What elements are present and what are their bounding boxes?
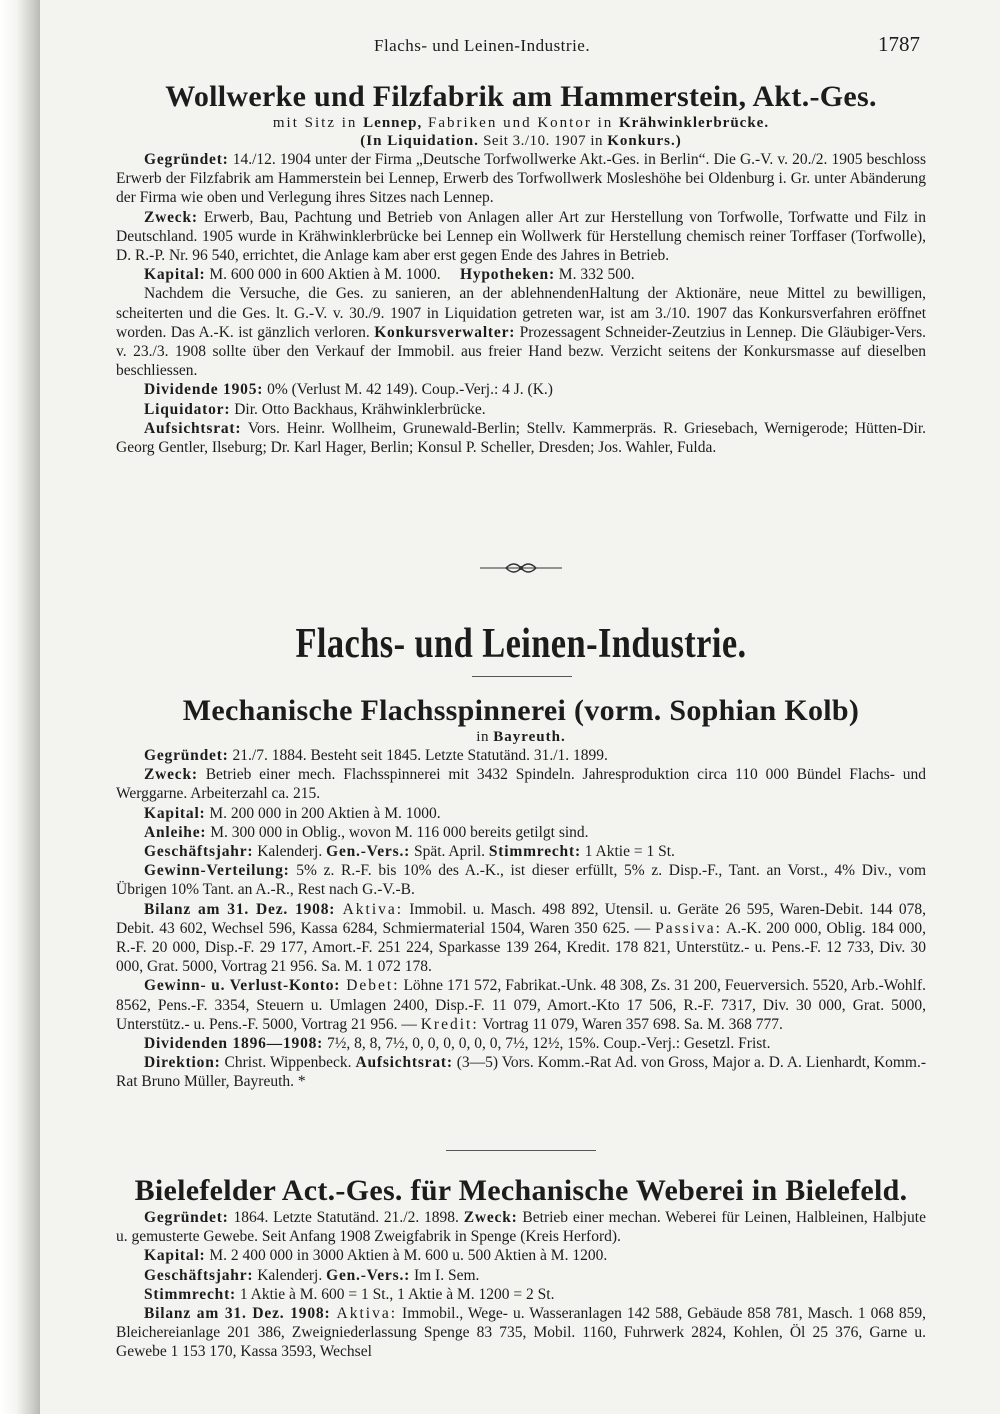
label: Geschäftsjahr: [144,1266,254,1284]
paragraph-gegruendet [116,150,926,208]
text: Christ. Wippenbeck. [220,1054,356,1072]
city-name: Lennep, [363,115,423,131]
label: Aufsichtsrat: [144,419,242,437]
entry-status [116,132,926,150]
label: Gegründet: [144,151,229,168]
text: A.-K. 200 000, Oblig. 184 000, R.-F. 20 000, Disp.-F. 29 177, Amort.-F. 251 224, Sparkasse 139 264, Kredit. 178 821, Unterstütz.- u. Pens.-F. 12 733, Div. 30 000, Grat. 5000, Vortrag 21 956. Sa. M. 1 072 178. [116,919,927,976]
text: Kalenderj. [253,843,327,861]
paragraph-stimmrecht [116,1285,926,1304]
text: (3—5) Vors. Komm.-Rat Ad. von Gross, Major a. D. A. Lienhardt, Komm.-Rat Bruno Müller, Bayreuth. * [116,1054,926,1091]
paragraph-bilanz [116,900,926,977]
label: Stimmrecht: [144,1285,237,1303]
ornament-divider [476,558,566,578]
entry-title: Wollwerke und Filzfabrik am Hammerstein, Akt.-Ges. [165,80,877,113]
entry-wollwerke [116,80,926,457]
label: Hypotheken: [459,266,555,284]
paragraph-geschaeftsjahr [116,842,926,861]
label: Kapital: [144,1247,206,1265]
paragraph-zweck [116,208,926,266]
section-rule [472,676,572,677]
text: 14./12. 1904 unter der Firma „Deutsche Torfwollwerke Akt.-Ges. in Berlin“. Die G.-V. v. 20./2. 1905 beschloss Erwerb der Filzfabrik am Hammerstein bei Lennep, Erwerb des Torfwollwerk Mosleshöhe bei Oldenburg i. Gr. unter Abänderung der Firma wie oben und Verlegung ihres Sitzes nach Lennep. [116,151,926,207]
text: Betrieb einer mech. Flachsspinnerei mit 3432 Spindeln. Jahresproduktion circa 110 000 Bündel Flachs- und Werggarne. Arbeiterzahl ca. 215. [116,766,926,803]
subtitle-text: Fabriken und Kontor in [422,115,619,131]
text: 5% z. R.-F. bis 10% des A.-K., ist dieser erfüllt, 5% z. Disp.-F., Tant. an Vorst., 4% Div., vom Übrigen 10% Tant. an A.-R., Rest nach G.-V.-B. [116,862,926,899]
label: Dividenden 1896—1908: [144,1035,324,1053]
paragraph-geschaeftsjahr [116,1266,926,1285]
text: Immobil. u. Masch. 498 892, Utensil. u. Geräte 26 595, Waren-Debit. 144 078, Debit. 43 602, Wechsel 596, Kassa 6284, Schmiermaterial 1504, Waren 350 625. — [116,900,926,937]
status-text: Seit 3./10. 1907 in [478,133,608,149]
entry-subtitle [116,114,926,132]
label-passiva: Passiva: [655,919,722,937]
entry-flachsspinnerei [116,694,926,1092]
entry-bielefelder [116,1174,926,1362]
text: M. 200 000 in 200 Aktien à M. 1000. [205,804,441,822]
label: Bilanz am 31. Dez. 1908: [144,900,336,918]
label: Liquidator: [144,400,231,418]
status-konkurs: Konkurs.) [607,133,682,149]
label: Direktion: [144,1054,221,1072]
section-heading: Flachs- und Leinen-Industrie. [295,621,747,667]
entry-title: Mechanische Flachsspinnerei (vorm. Sophian Kolb) [182,694,860,727]
text: Im I. Sem. [410,1266,480,1284]
place-name: Krähwinklerbrücke. [619,115,770,131]
label: Konkursverwalter: [374,323,516,341]
paragraph-kapital [116,804,926,823]
text: Immobil., Wege- u. Wasseranlagen 142 588, Gebäude 858 781, Masch. 1 068 859, Bleichereianlage 201 386, Zweigniederlassung Spenge 83 735, Mobil. 1160, Fuhrwerk 2824, Kohlen, Öl 25 376, Garne u. Gewebe 1 153 170, Kassa 3593, Wechsel [116,1305,926,1361]
city-name: Bayreuth. [493,729,566,745]
paragraph-zweck [116,765,926,803]
label: Gewinn- u. Verlust-Konto: [144,977,341,995]
label: Zweck: [463,1209,518,1226]
label-aktiva: Aktiva: [330,1305,398,1323]
paragraph-liquidator [116,400,926,419]
paragraph-kapital [116,265,926,284]
paragraph-konkurs [116,284,926,380]
label: Stimmrecht: [488,843,581,861]
paragraph-anleihe [116,823,926,842]
label-debet: Debet: [340,977,400,995]
paragraph-gewinn-verlust [116,976,926,1034]
text: 1864. Letzte Statutänd. 21./2. 1898. [228,1209,464,1226]
text: M. 332 500. [554,266,635,284]
entry-rule [446,1150,596,1151]
text: 21./7. 1884. Besteht seit 1845. Letzte Statutänd. 31./1. 1899. [228,747,608,764]
subtitle-text: in [476,729,494,745]
page-number: 1787 [878,32,920,56]
text: Erwerb, Bau, Pachtung und Betrieb von Anlagen aller Art zur Herstellung von Torfwolle, Torfwatte und Filz in Deutschland. 1905 wurde in Krähwinklerbrücke bei Lennep ein Wollwerk für Herstellung chemisch reiner Torffaser (Torfwolle), D. R.-P. Nr. 96 540, errichtet, die Anlage kam aber erst gegen Ende des Jahres in Betrieb. [116,208,926,265]
text: M. 300 000 in Oblig., wovon M. 116 000 bereits getilgt sind. [206,823,589,841]
status-liquidation: (In Liquidation. [360,133,479,149]
text: Betrieb einer mechan. Weberei für Leinen, Halbleinen, Halbjute u. gemusterte Gewebe. Seit Anfang 1908 Zweigfabrik in Spenge (Kreis Herford). [116,1209,926,1246]
text: Vors. Heinr. Wollheim, Grunewald-Berlin; Stellv. Kammerpräs. R. Griesebach, Wernigerode; Hütten-Dir. Georg Gentler, Ilseburg; Dr. Karl Hager, Berlin; Konsul P. Scheller, Dresden; Jos. Wahler, Fulda. [116,419,926,457]
page-edge [0,0,40,1414]
paragraph-gewinn-verteilung [116,861,926,899]
paragraph-dividenden [116,1034,926,1053]
running-title: Flachs- und Leinen-Industrie. [374,36,591,55]
subtitle-text: mit Sitz in [272,115,364,131]
text: 1 Aktie = 1 St. [580,843,675,861]
label: Anleihe: [144,823,207,841]
text: Nachdem die Versuche, die Ges. zu sanieren, an der ablehnendenHaltung der Aktionäre, neue Mittel zu bewilligen, scheiterten und die Ges. lt. G.-V. v. 30./9. 1907 in Liquidation getreten war, ist am 3./10. 1907 das Konkursverfahren eröffnet worden. Das A.-K. ist gänzlich verloren. [116,285,926,341]
text: Dir. Otto Backhaus, Krähwinklerbrücke. [230,400,486,418]
label-aktiva: Aktiva: [335,900,404,918]
label: Zweck: [144,766,198,784]
text: Spät. April. [410,843,489,861]
label: Gen.-Vers.: [326,843,411,861]
label: Bilanz am 31. Dez. 1908: [144,1305,331,1323]
label: Dividende 1905: [144,381,264,399]
text: Vortrag 11 079, Waren 357 698. Sa. M. 368 777. [478,1015,783,1033]
entry-title: Bielefelder Act.-Ges. für Mechanische Weberei in Bielefeld. [134,1174,908,1207]
paragraph-gegruendet [116,1208,926,1246]
text: 1 Aktie à M. 600 = 1 St., 1 Aktie à M. 1200 = 2 St. [236,1285,555,1303]
label: Kapital: [144,266,206,284]
text: 0% (Verlust M. 42 149). Coup.-Verj.: 4 J. (K.) [263,381,553,399]
text: Löhne 171 572, Fabrikat.-Unk. 48 308, Zs. 31 200, Feuerversich. 5520, Arb.-Wohlf. 8562, Pens.-F. 3354, Steuern u. Umlagen 2400, Disp.-F. 11 079, Amort.-Kto 17 506, R.-F. 7317, Div. 30 000, Grat. 5000, Unterstütz.- u. Pens.-F. 5000, Vortrag 21 956. — [116,977,926,1033]
paragraph-kapital [116,1246,926,1265]
label: Zweck: [144,208,198,226]
paragraph-dividende [116,380,926,399]
label: Aufsichtsrat: [355,1054,453,1072]
paragraph-direktion [116,1053,926,1091]
text: Prozessagent Schneider-Zeutzius in Lennep. Die Gläubiger-Vers. v. 23./3. 1908 sollte über den Verkauf der Immobil. aus freier Hand bezw. Verzicht seitens der Konkursmasse auf dieselben beschliessen. [116,323,926,380]
label: Gewinn-Verteilung: [144,862,290,880]
text: M. 2 400 000 in 3000 Aktien à M. 600 u. 500 Aktien à M. 1200. [205,1247,608,1265]
label-kredit: Kredit: [420,1015,479,1033]
label: Gen.-Vers.: [326,1266,411,1284]
label: Geschäftsjahr: [144,843,254,861]
running-head [116,32,926,60]
label: Gegründet: [144,1209,229,1226]
text: M. 600 000 in 600 Aktien à M. 1000. [205,266,441,284]
paragraph-aufsichtsrat [116,419,926,457]
paragraph-bilanz [116,1304,926,1362]
text: 7½, 8, 8, 7½, 0, 0, 0, 0, 0, 0, 7½, 12½, 15%. Coup.-Verj.: Gesetzl. Frist. [323,1035,771,1053]
text: Kalenderj. [253,1266,327,1284]
paragraph-gegruendet [116,746,926,765]
label: Gegründet: [144,747,229,764]
entry-subtitle [116,728,926,746]
page [40,0,1000,1414]
label: Kapital: [144,804,206,822]
